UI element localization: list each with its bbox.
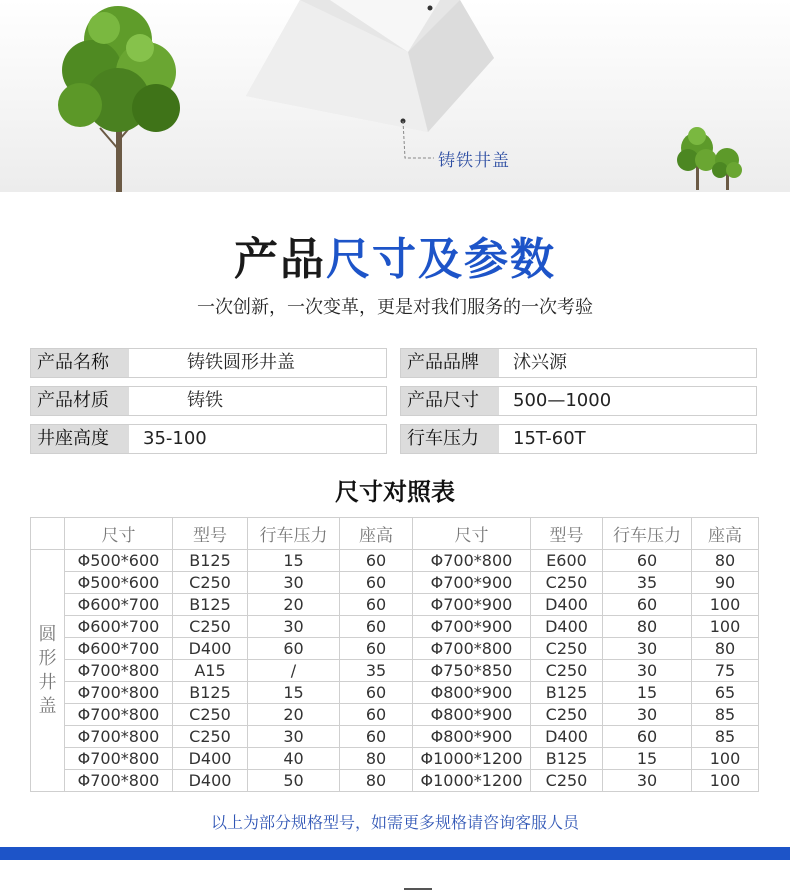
table-cell: 30 bbox=[248, 616, 340, 638]
table-row bbox=[31, 704, 759, 726]
table-cell: C250 bbox=[173, 616, 248, 638]
table-cell: Φ700*800 bbox=[413, 638, 531, 660]
table-header-cell: 行车压力 bbox=[248, 518, 340, 550]
table-cell: 60 bbox=[603, 594, 692, 616]
table-header-cell: 座高 bbox=[692, 518, 759, 550]
table-row bbox=[31, 748, 759, 770]
table-cell: Φ700*900 bbox=[413, 616, 531, 638]
table-cell: C250 bbox=[531, 704, 603, 726]
table-cell: Φ800*900 bbox=[413, 682, 531, 704]
table-row bbox=[31, 726, 759, 748]
table-cell: A15 bbox=[173, 660, 248, 682]
table-header-row bbox=[31, 518, 759, 550]
table-cell: 85 bbox=[692, 704, 759, 726]
table-cell: 60 bbox=[340, 704, 413, 726]
page-title bbox=[0, 232, 790, 288]
table-header-corner bbox=[31, 518, 65, 550]
table-cell: Φ1000*1200 bbox=[413, 748, 531, 770]
table-cell: 100 bbox=[692, 770, 759, 792]
table-cell: 60 bbox=[603, 726, 692, 748]
table-cell: 65 bbox=[692, 682, 759, 704]
spec-brand bbox=[400, 348, 757, 378]
table-cell: 60 bbox=[603, 550, 692, 572]
table-cell: Φ600*700 bbox=[65, 638, 173, 660]
table-row bbox=[31, 638, 759, 660]
table-cell: 20 bbox=[248, 704, 340, 726]
table-row bbox=[31, 770, 759, 792]
table-cell: Φ700*900 bbox=[413, 594, 531, 616]
table-cell: Φ600*700 bbox=[65, 616, 173, 638]
table-cell: B125 bbox=[531, 748, 603, 770]
spec-material bbox=[30, 386, 387, 416]
table-cell: D400 bbox=[173, 770, 248, 792]
size-table bbox=[30, 517, 759, 792]
table-cell: 15 bbox=[603, 682, 692, 704]
table-row bbox=[31, 616, 759, 638]
table-cell: Φ700*800 bbox=[65, 770, 173, 792]
table-header-cell: 尺寸 bbox=[413, 518, 531, 550]
table-cell: Φ700*800 bbox=[65, 704, 173, 726]
table-category-label: 圆形井盖 bbox=[38, 623, 57, 717]
table-cell: Φ1000*1200 bbox=[413, 770, 531, 792]
table-header-cell: 座高 bbox=[340, 518, 413, 550]
spec-value: 铸铁 bbox=[187, 390, 223, 411]
table-cell: Φ700*800 bbox=[65, 748, 173, 770]
table-cell: D400 bbox=[173, 748, 248, 770]
table-row bbox=[31, 682, 759, 704]
table-title: 尺寸对照表 bbox=[335, 478, 455, 506]
table-cell: D400 bbox=[531, 594, 603, 616]
table-cell: 85 bbox=[692, 726, 759, 748]
table-cell: C250 bbox=[173, 704, 248, 726]
table-cell: Φ750*850 bbox=[413, 660, 531, 682]
table-cell: 50 bbox=[248, 770, 340, 792]
table-cell: 80 bbox=[340, 770, 413, 792]
table-cell: 100 bbox=[692, 594, 759, 616]
spec-value: 15T-60T bbox=[513, 428, 586, 449]
spec-size bbox=[400, 386, 757, 416]
spec-value: 500—1000 bbox=[513, 390, 612, 411]
spec-key: 产品尺寸 bbox=[401, 387, 499, 415]
table-cell: 40 bbox=[248, 748, 340, 770]
table-cell: 60 bbox=[340, 550, 413, 572]
table-cell: 60 bbox=[248, 638, 340, 660]
table-cell: 90 bbox=[692, 572, 759, 594]
spec-value: 铸铁圆形井盖 bbox=[187, 352, 295, 373]
table-cell: B125 bbox=[531, 682, 603, 704]
spec-load bbox=[400, 424, 757, 454]
hero-illustration bbox=[0, 0, 790, 192]
table-cell: Φ500*600 bbox=[65, 550, 173, 572]
divider bbox=[404, 888, 432, 890]
table-cell: 35 bbox=[340, 660, 413, 682]
table-cell: Φ700*900 bbox=[413, 572, 531, 594]
table-cell: 30 bbox=[603, 704, 692, 726]
table-cell: C250 bbox=[173, 726, 248, 748]
table-cell: 60 bbox=[340, 594, 413, 616]
table-cell: E600 bbox=[531, 550, 603, 572]
table-cell: 80 bbox=[692, 638, 759, 660]
table-cell: 60 bbox=[340, 682, 413, 704]
table-cell: D400 bbox=[531, 726, 603, 748]
footnote: 以上为部分规格型号，如需更多规格请咨询客服人员 bbox=[210, 813, 579, 832]
page-title-part2: 尺寸及参数 bbox=[326, 234, 556, 285]
table-cell: 30 bbox=[603, 638, 692, 660]
table-row bbox=[31, 594, 759, 616]
table-cell: Φ500*600 bbox=[65, 572, 173, 594]
table-cell: D400 bbox=[531, 616, 603, 638]
page-subtitle: 一次创新，一次变革，更是对我们服务的一次考验 bbox=[197, 297, 593, 318]
table-cell: Φ800*900 bbox=[413, 704, 531, 726]
table-cell: 30 bbox=[603, 770, 692, 792]
table-cell: 20 bbox=[248, 594, 340, 616]
table-cell: 30 bbox=[248, 572, 340, 594]
small-tree-icon bbox=[677, 127, 742, 190]
table-cell: 100 bbox=[692, 616, 759, 638]
table-cell: Φ700*800 bbox=[413, 550, 531, 572]
table-cell: / bbox=[248, 660, 340, 682]
accent-bar bbox=[0, 847, 790, 860]
table-cell: C250 bbox=[531, 660, 603, 682]
table-cell: 30 bbox=[603, 660, 692, 682]
table-header-cell: 型号 bbox=[531, 518, 603, 550]
table-header-cell: 行车压力 bbox=[603, 518, 692, 550]
hero-label: 铸铁井盖 bbox=[438, 151, 510, 171]
table-cell: 35 bbox=[603, 572, 692, 594]
table-cell: Φ700*800 bbox=[65, 660, 173, 682]
table-cell: 60 bbox=[340, 616, 413, 638]
table-row bbox=[31, 550, 759, 572]
spec-value: 35-100 bbox=[143, 428, 207, 449]
table-cell: 80 bbox=[692, 550, 759, 572]
spec-key: 产品材质 bbox=[31, 387, 129, 415]
table-cell: 60 bbox=[340, 572, 413, 594]
page-title-part1: 产品 bbox=[234, 234, 326, 285]
table-cell: 60 bbox=[340, 638, 413, 660]
table-cell: Φ800*900 bbox=[413, 726, 531, 748]
table-header-cell: 型号 bbox=[173, 518, 248, 550]
table-cell: C250 bbox=[531, 770, 603, 792]
table-header-cell: 尺寸 bbox=[65, 518, 173, 550]
table-cell: 100 bbox=[692, 748, 759, 770]
spec-key: 行车压力 bbox=[401, 425, 499, 453]
table-cell: 15 bbox=[248, 682, 340, 704]
table-cell: 80 bbox=[603, 616, 692, 638]
table-cell: 80 bbox=[340, 748, 413, 770]
table-cell: 15 bbox=[603, 748, 692, 770]
table-cell: 75 bbox=[692, 660, 759, 682]
spec-key: 产品品牌 bbox=[401, 349, 499, 377]
table-cell: C250 bbox=[531, 572, 603, 594]
spec-value: 沭兴源 bbox=[513, 352, 567, 373]
spec-key: 产品名称 bbox=[31, 349, 129, 377]
table-cell: D400 bbox=[173, 638, 248, 660]
table-cell: 15 bbox=[248, 550, 340, 572]
table-cell: 30 bbox=[248, 726, 340, 748]
table-cell: C250 bbox=[531, 638, 603, 660]
table-cell: Φ600*700 bbox=[65, 594, 173, 616]
table-cell: Φ700*800 bbox=[65, 726, 173, 748]
spec-seat-height bbox=[30, 424, 387, 454]
table-row bbox=[31, 572, 759, 594]
tree-icon bbox=[58, 6, 180, 192]
table-category-cell bbox=[31, 550, 65, 792]
table-row bbox=[31, 660, 759, 682]
table-cell: 60 bbox=[340, 726, 413, 748]
hero-banner bbox=[0, 0, 790, 192]
table-cell: B125 bbox=[173, 594, 248, 616]
table-cell: C250 bbox=[173, 572, 248, 594]
table-cell: Φ700*800 bbox=[65, 682, 173, 704]
spec-product-name bbox=[30, 348, 387, 378]
spec-key: 井座高度 bbox=[31, 425, 129, 453]
table-cell: B125 bbox=[173, 550, 248, 572]
table-cell: B125 bbox=[173, 682, 248, 704]
